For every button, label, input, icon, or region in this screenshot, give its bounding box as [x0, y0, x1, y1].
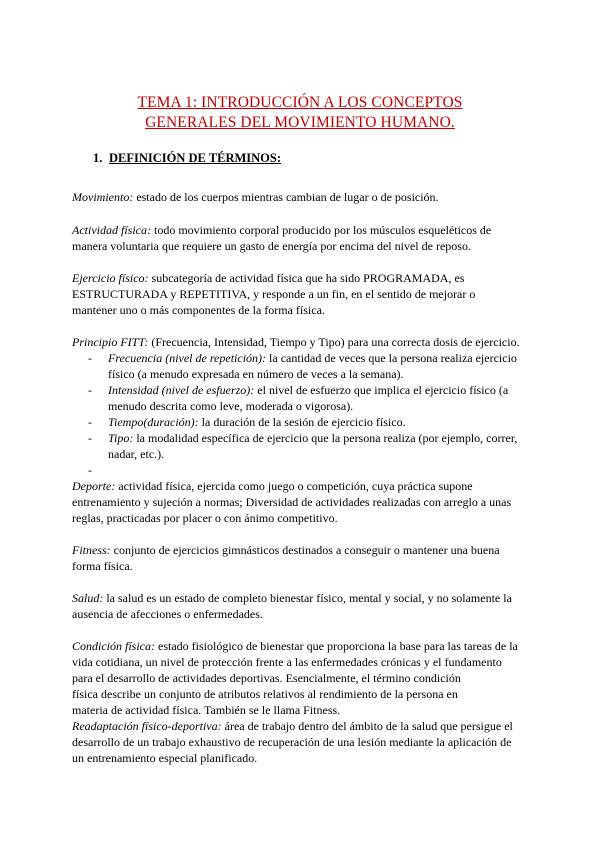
definition-deporte — [72, 478, 532, 526]
term-fitness: Fitness: — [72, 543, 111, 557]
fitt-term: Frecuencia (nivel de repetición): — [108, 351, 267, 365]
fitt-text: la modalidad específica de ejercicio que la persona realiza (por ejemplo, correr, — [133, 431, 518, 445]
definition-actividad-fisica — [72, 222, 532, 254]
definition-text: reglas, practicadas por placer o con ánimo competitivo. — [72, 511, 338, 525]
fitt-term: Tipo: — [108, 431, 134, 445]
fitt-text: nadar, etc.). — [108, 447, 165, 461]
definition-text: (Frecuencia, Intensidad, Tiempo y Tipo) para una correcta dosis de ejercicio. — [148, 335, 520, 349]
definition-fitness — [72, 542, 532, 574]
definition-text: conjunto de ejercicios gimnásticos destinados a conseguir o mantener una buena — [110, 543, 500, 557]
definition-text: actividad física, ejercida como juego o competición, cuya práctica supone — [115, 479, 473, 493]
fitt-term: Intensidad (nivel de esfuerzo): — [108, 383, 255, 397]
definition-movimiento — [72, 189, 532, 205]
page-title — [70, 93, 530, 133]
definition-text: subcategoría de actividad física que ha sido PROGRAMADA, es — [148, 271, 465, 285]
definition-text: vida cotidiana, un nivel de protección frente a las enfermedades crónicas y el fundamento — [72, 655, 502, 669]
section-label: DEFINICIÓN DE TÉRMINOS: — [109, 151, 282, 165]
fitt-text: físico (a menudo expresada en número de veces a la semana). — [108, 367, 404, 381]
definition-salud — [72, 590, 532, 622]
fitt-term: Tiempo(duración): — [108, 415, 199, 429]
term-ejercicio-fisico: Ejercicio físico: — [72, 271, 149, 285]
definition-text: entrenamiento y sujeción a normas; Diversidad de actividades realizadas con arreglo a unas — [72, 495, 512, 509]
term-actividad-fisica: Actividad física: — [72, 223, 151, 237]
definition-text: manera voluntaria que requiere un gasto de energía por encima del nivel de reposo. — [72, 239, 471, 253]
bullet-dash: - — [88, 463, 92, 477]
definition-principio-fitt — [72, 334, 532, 350]
term-principio-fitt: Principio FITT: — [72, 335, 149, 349]
list-item — [88, 350, 528, 382]
definition-text: ausencia de afecciones o enfermedades. — [72, 607, 263, 621]
term-condicion-fisica: Condición física: — [72, 639, 155, 653]
fitt-text: la cantidad de veces que la persona realiza ejercicio — [266, 351, 517, 365]
section-number: 1. — [93, 151, 103, 165]
definition-text: estado de los cuerpos mientras cambian de lugar o de posición. — [133, 190, 439, 204]
term-readaptacion: Readaptación físico-deportiva: — [72, 719, 222, 733]
definition-text: un entrenamiento especial planificado. — [72, 751, 258, 765]
definition-condicion-fisica — [72, 638, 532, 766]
section-heading — [93, 151, 281, 166]
fitt-text: menudo descrita como leve, moderada o vigorosa). — [108, 399, 354, 413]
fitt-text: el nivel de esfuerzo que implica el ejercicio físico (a — [254, 383, 509, 397]
definition-text: todo movimiento corporal producido por los músculos esqueléticos de — [150, 223, 492, 237]
title-line-1: TEMA 1: INTRODUCCIÓN A LOS CONCEPTOS — [137, 94, 463, 111]
list-item-empty — [88, 462, 528, 478]
bullet-dash: - — [88, 351, 92, 365]
title-line-2: GENERALES DEL MOVIMIENTO HUMANO. — [145, 114, 455, 131]
definition-text: estado fisiológico de bienestar que proporciona la base para las tareas de la — [155, 639, 518, 653]
term-deporte: Deporte: — [72, 479, 116, 493]
list-item — [88, 382, 528, 414]
definition-text: materia de actividad física. También se le llama Fitness. — [72, 703, 341, 717]
term-movimiento: Movimiento: — [72, 190, 134, 204]
definition-text: mantener uno o más componentes de la forma física. — [72, 303, 325, 317]
definition-text: física describe un conjunto de atributos relativos al rendimiento de la persona en — [72, 687, 458, 701]
term-salud: Salud: — [72, 591, 104, 605]
definition-text: forma física. — [72, 559, 133, 573]
bullet-dash: - — [88, 415, 92, 429]
definition-text: área de trabajo dentro del ámbito de la salud que persigue el — [221, 719, 513, 733]
bullet-dash: - — [88, 431, 92, 445]
definition-text: la salud es un estado de completo bienestar físico, mental y social, y no solamente la — [103, 591, 512, 605]
list-item — [88, 414, 528, 430]
list-item — [88, 430, 528, 462]
definition-text: para el desarrollo de actividades deportivas. Esencialmente, el término condición — [72, 671, 461, 685]
definition-ejercicio-fisico — [72, 270, 532, 318]
definition-text: desarrollo de un trabajo exhaustivo de recuperación de una lesión mediante la aplicación de — [72, 735, 512, 749]
fitt-list — [88, 350, 528, 478]
definition-text: ESTRUCTURADA y REPETITIVA, y responde a un fin, en el sentido de mejorar o — [72, 287, 476, 301]
fitt-text: la duración de la sesión de ejercicio físico. — [198, 415, 406, 429]
bullet-dash: - — [88, 383, 92, 397]
